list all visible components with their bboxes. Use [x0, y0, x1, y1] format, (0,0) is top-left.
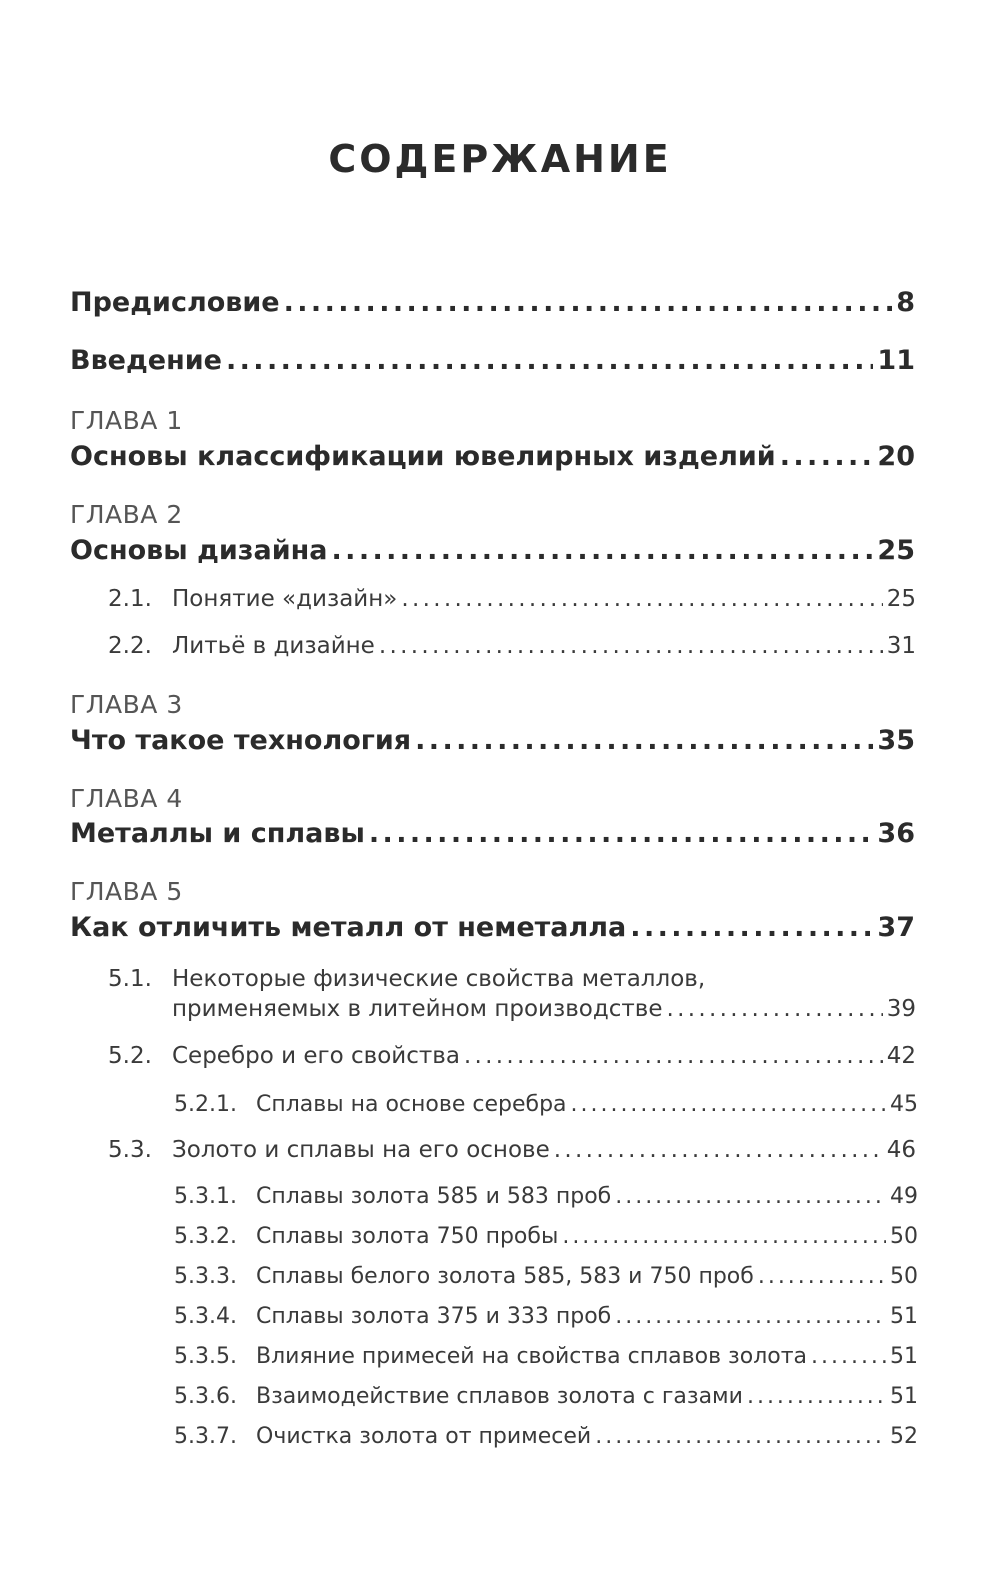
toc-entry-subsection-5-3-1[interactable] [174, 1184, 918, 1209]
page-number: 42 [886, 1043, 916, 1069]
section-number: 5.3.5. [174, 1344, 237, 1369]
page-number: 8 [896, 287, 915, 318]
page-number: 51 [890, 1304, 918, 1329]
section-number: 5.2. [108, 1043, 152, 1069]
section-number: 2.1. [108, 586, 152, 612]
entry-title: Влияние примесей на свойства сплавов золота [256, 1344, 808, 1369]
toc-entry-section-5-3[interactable] [108, 1137, 916, 1163]
page-number: 37 [877, 912, 915, 943]
dot-leader [379, 633, 883, 659]
toc-entry-section-5-1-line1[interactable] [108, 966, 916, 992]
section-number: 5.3. [108, 1137, 152, 1163]
section-number: 5.3.2. [174, 1224, 237, 1249]
toc-entry-subsection-5-3-7[interactable] [174, 1424, 918, 1449]
dot-leader [615, 1184, 886, 1209]
dot-leader [415, 725, 873, 756]
toc-entry-section-2-2[interactable] [108, 633, 916, 659]
page-number: 36 [877, 818, 915, 849]
page-number: 20 [877, 441, 915, 472]
toc-entry-subsection-5-3-5[interactable] [174, 1344, 918, 1369]
page-number: 51 [890, 1384, 918, 1409]
entry-title: Что такое технология [70, 725, 412, 756]
page-number: 52 [890, 1424, 918, 1449]
entry-title: Сплавы золота 750 пробы [256, 1224, 559, 1249]
toc-entry-subsection-5-2-1[interactable] [174, 1092, 918, 1117]
toc-entry-chapter-1[interactable] [70, 441, 915, 472]
toc-entry-chapter-5[interactable] [70, 912, 915, 943]
chapter-label: ГЛАВА 5 [70, 877, 183, 906]
entry-title: Металлы и сплавы [70, 818, 365, 849]
toc-entry-chapter-4[interactable] [70, 818, 915, 849]
page-number: 35 [877, 725, 915, 756]
entry-title-continued: применяемых в литейном производстве [172, 996, 663, 1022]
section-number: 5.3.3. [174, 1264, 237, 1289]
page-number: 11 [877, 345, 915, 376]
entry-title: Понятие «дизайн» [172, 586, 398, 612]
dot-leader [332, 535, 874, 566]
toc-entry-subsection-5-3-4[interactable] [174, 1304, 918, 1329]
entry-title: Взаимодействие сплавов золота с газами [256, 1384, 743, 1409]
dot-leader [554, 1137, 883, 1163]
dot-leader [401, 586, 882, 612]
section-number: 5.3.4. [174, 1304, 237, 1329]
page-number: 50 [890, 1264, 918, 1289]
entry-title: Сплавы золота 585 и 583 проб [256, 1184, 612, 1209]
entry-title: Предисловие [70, 287, 280, 318]
entry-title: Серебро и его свойства [172, 1043, 460, 1069]
chapter-label: ГЛАВА 1 [70, 406, 183, 435]
page-number: 39 [886, 996, 916, 1022]
section-number: 5.1. [108, 966, 152, 992]
dot-leader [571, 1092, 886, 1117]
entry-title: Сплавы белого золота 585, 583 и 750 проб [256, 1264, 754, 1289]
dot-leader [758, 1264, 886, 1289]
toc-entry-section-2-1[interactable] [108, 586, 916, 612]
entry-title: Основы классификации ювелирных изделий [70, 441, 776, 472]
dot-leader [562, 1224, 886, 1249]
dot-leader [747, 1384, 886, 1409]
toc-entry-chapter-2[interactable] [70, 535, 915, 566]
entry-title: Литьё в дизайне [172, 633, 375, 659]
toc-entry-intro[interactable] [70, 345, 915, 376]
section-number: 5.3.1. [174, 1184, 237, 1209]
dot-leader [615, 1304, 886, 1329]
page-title: СОДЕРЖАНИЕ [328, 137, 672, 181]
section-number: 2.2. [108, 633, 152, 659]
entry-title: Очистка золота от примесей [256, 1424, 592, 1449]
section-number: 5.2.1. [174, 1092, 237, 1117]
entry-title: Некоторые физические свойства металлов, [172, 966, 706, 992]
toc-entry-subsection-5-3-3[interactable] [174, 1264, 918, 1289]
dot-leader [667, 996, 883, 1022]
toc-entry-section-5-2[interactable] [108, 1043, 916, 1069]
toc-entry-section-5-1-line2[interactable] [172, 996, 916, 1022]
page-number: 46 [886, 1137, 916, 1163]
dot-leader [595, 1424, 886, 1449]
page-number: 51 [890, 1344, 918, 1369]
entry-title: Золото и сплавы на его основе [172, 1137, 550, 1163]
dot-leader [630, 912, 873, 943]
dot-leader [780, 441, 874, 472]
entry-title: Сплавы золота 375 и 333 проб [256, 1304, 612, 1329]
entry-title: Сплавы на основе серебра [256, 1092, 567, 1117]
dot-leader [369, 818, 874, 849]
dot-leader [811, 1344, 886, 1369]
toc-entry-chapter-3[interactable] [70, 725, 915, 756]
toc-entry-subsection-5-3-6[interactable] [174, 1384, 918, 1409]
page-number: 50 [890, 1224, 918, 1249]
section-number: 5.3.6. [174, 1384, 237, 1409]
chapter-label: ГЛАВА 3 [70, 690, 183, 719]
entry-title: Введение [70, 345, 222, 376]
page-number: 25 [877, 535, 915, 566]
page-number: 49 [890, 1184, 918, 1209]
chapter-label: ГЛАВА 4 [70, 784, 183, 813]
toc-entry-preface[interactable] [70, 287, 915, 318]
dot-leader [226, 345, 873, 376]
dot-leader [284, 287, 893, 318]
entry-title: Основы дизайна [70, 535, 328, 566]
entry-title: Как отличить металл от неметалла [70, 912, 627, 943]
toc-entry-subsection-5-3-2[interactable] [174, 1224, 918, 1249]
chapter-label: ГЛАВА 2 [70, 500, 183, 529]
section-number: 5.3.7. [174, 1424, 237, 1449]
page-number: 31 [886, 633, 916, 659]
page-number: 25 [886, 586, 916, 612]
dot-leader [464, 1043, 883, 1069]
page-number: 45 [890, 1092, 918, 1117]
